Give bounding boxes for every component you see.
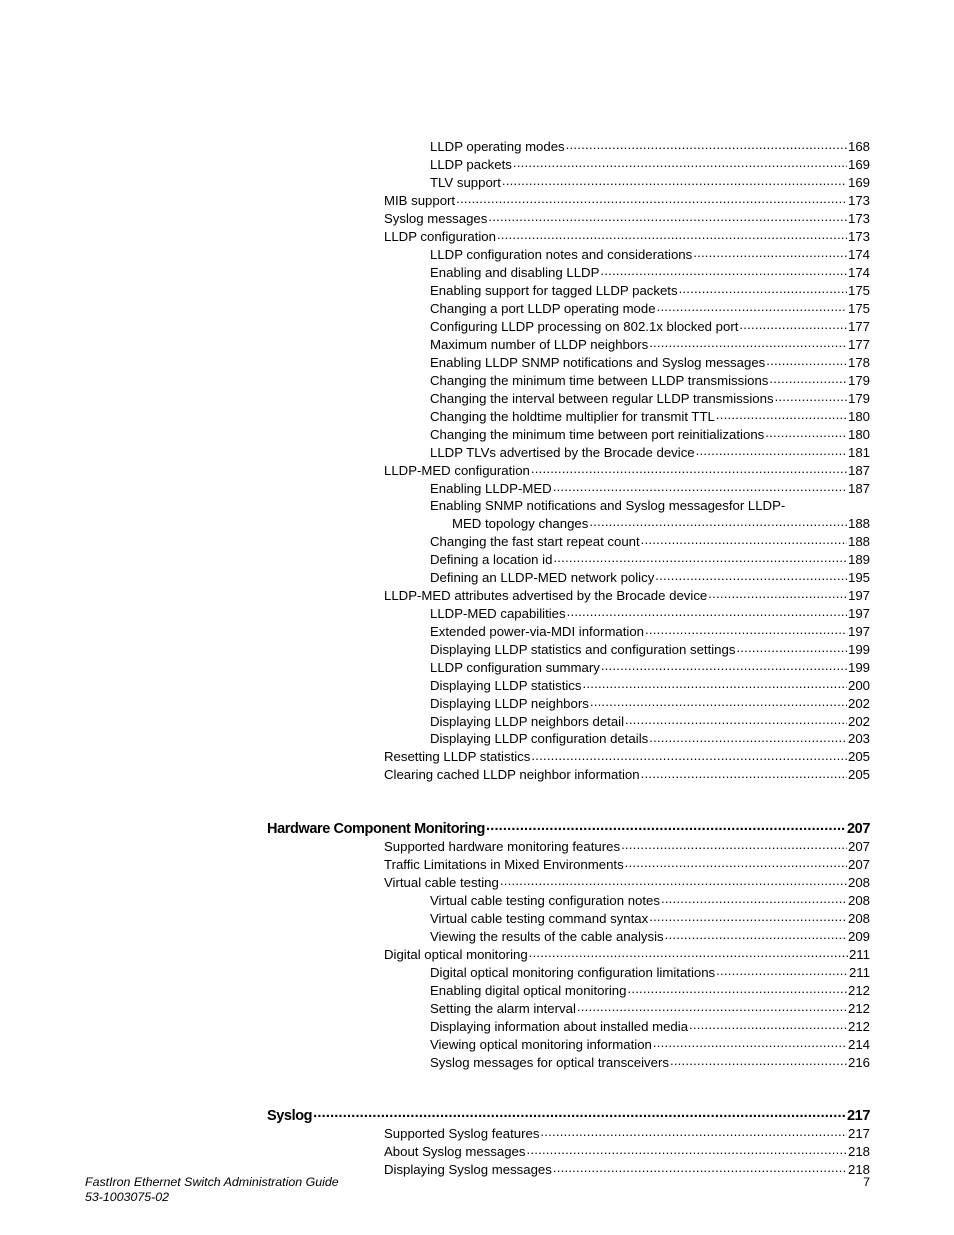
dot-leader (649, 336, 847, 349)
toc-entry-title: LLDP operating modes (430, 139, 565, 155)
dot-leader (553, 1161, 847, 1174)
footer-page-number: 7 (863, 1175, 870, 1189)
toc-entry-page-number: 218 (847, 1162, 870, 1178)
toc-entry[interactable] (430, 174, 870, 192)
toc-entry-title: Supported Syslog features (384, 1126, 540, 1142)
toc-entry-page-number: 217 (847, 1108, 870, 1125)
dot-leader (645, 622, 847, 635)
toc-entry[interactable] (430, 1054, 870, 1072)
toc-entry-title: Displaying LLDP statistics (430, 677, 582, 693)
toc-entry-title: Setting the alarm interval (430, 1000, 576, 1016)
toc-entry-page-number: 197 (847, 605, 870, 621)
toc-entry-page-number: 175 (847, 301, 870, 317)
toc-entry-title: LLDP packets (430, 157, 512, 173)
dot-leader (531, 748, 847, 761)
dot-leader (531, 462, 847, 475)
toc-entry-page-number: 189 (847, 551, 870, 567)
toc-entry-page-number: 173 (847, 211, 870, 227)
toc-entry-page-number: 208 (847, 910, 870, 926)
toc-entry-title: LLDP configuration summary (430, 659, 600, 675)
toc-entry-page-number: 178 (847, 355, 870, 370)
toc-entry[interactable] (384, 874, 870, 892)
toc-entry-title: Virtual cable testing command syntax (430, 910, 649, 926)
toc-entry-title: TLV support (430, 175, 501, 191)
toc-entry[interactable] (430, 1036, 870, 1054)
toc-entry-page-number: 181 (847, 444, 870, 460)
toc-entry[interactable] (430, 390, 870, 408)
toc-entry-title: Virtual cable testing (384, 874, 499, 890)
toc-entry[interactable] (430, 910, 870, 928)
toc-entry[interactable] (430, 354, 870, 372)
toc-entry-title: LLDP-MED configuration (384, 462, 530, 478)
toc-entry-page-number: 211 (848, 946, 870, 962)
toc-entry[interactable] (384, 766, 870, 784)
toc-entry[interactable] (430, 318, 870, 336)
dot-leader (657, 300, 847, 313)
dot-leader (641, 532, 847, 545)
toc-entry-title: Syslog (267, 1108, 313, 1125)
dot-leader (716, 408, 847, 421)
toc-entry-title: Enabling LLDP SNMP notifications and Syslog messages (430, 355, 766, 370)
toc-entry-title: Displaying LLDP statistics and configuration settings (430, 641, 736, 657)
toc-entry-title: Defining an LLDP-MED network policy (430, 569, 655, 585)
toc-entry[interactable] (430, 246, 870, 264)
toc-entry[interactable] (430, 658, 870, 676)
dot-leader (627, 982, 847, 995)
toc-entry-title: Displaying LLDP neighbors detail (430, 713, 625, 729)
toc-entry-title: Changing the fast start repeat count (430, 533, 640, 549)
toc-entry-page-number: 195 (847, 569, 870, 585)
dot-leader (621, 838, 847, 851)
toc-entry-page-number: 177 (847, 319, 870, 335)
toc-entry-title: Enabling SNMP notifications and Syslog messagesfor LLDP- (430, 497, 786, 513)
dot-leader (566, 138, 847, 151)
toc-entry-title: Syslog messages for optical transceivers (430, 1054, 669, 1070)
toc-entry-page-number: 216 (847, 1054, 870, 1070)
dot-leader (625, 856, 847, 869)
toc-entry[interactable] (430, 928, 870, 946)
toc-entry[interactable] (430, 426, 870, 444)
toc-entry-page-number: 205 (847, 749, 870, 765)
toc-entry-page-number: 180 (847, 408, 870, 424)
toc-entry-title: LLDP-MED attributes advertised by the Brocade device (384, 587, 708, 603)
toc-entry[interactable] (430, 480, 870, 498)
toc-entry[interactable] (384, 192, 870, 210)
page-footer (85, 1175, 870, 1205)
toc-entry[interactable] (430, 622, 870, 640)
toc-entry-title: Displaying LLDP neighbors (430, 695, 589, 711)
toc-entry-title: MED topology changes (452, 515, 589, 531)
dot-leader (567, 604, 847, 617)
dot-leader (689, 1018, 847, 1031)
dot-leader (497, 228, 847, 241)
toc-entry-title: Configuring LLDP processing on 802.1x blocked port (430, 319, 739, 335)
dot-leader (661, 892, 847, 905)
dot-leader (649, 910, 847, 923)
dot-leader (577, 1000, 847, 1013)
toc-entry-page-number: 168 (847, 139, 870, 155)
toc-entry-title: Enabling digital optical monitoring (430, 982, 627, 998)
toc-entry-page-number: 199 (847, 659, 870, 675)
toc-entry[interactable] (430, 300, 870, 318)
toc-entry[interactable] (430, 964, 870, 982)
toc-chapter-entry[interactable] (267, 1106, 870, 1126)
toc-entry-title: Virtual cable testing configuration notes (430, 892, 660, 908)
toc-entry[interactable] (430, 982, 870, 1000)
toc-entry-title: Changing a port LLDP operating mode (430, 301, 656, 317)
toc-entry-page-number: 187 (847, 462, 870, 478)
dot-leader (526, 1143, 847, 1156)
toc-entry[interactable] (430, 372, 870, 390)
toc-entry-page-number: 200 (847, 677, 870, 693)
toc-entry[interactable] (430, 156, 870, 174)
toc-entry-title: Digital optical monitoring configuration limitations (430, 964, 716, 980)
toc-entry-title: Displaying information about installed media (430, 1018, 689, 1034)
dot-leader (716, 964, 848, 977)
footer-doc-title: FastIron Ethernet Switch Administration Guide (85, 1175, 339, 1189)
toc-entry-title: LLDP TLVs advertised by the Brocade device (430, 444, 695, 460)
toc-entry-page-number: 207 (847, 856, 870, 872)
toc-entry-title: Viewing the results of the cable analysis (430, 928, 664, 944)
toc-entry-title: Defining a location id (430, 551, 553, 567)
toc-entry[interactable] (430, 532, 870, 550)
dot-leader (665, 928, 847, 941)
toc-entry-title: Changing the minimum time between LLDP transmissions (430, 372, 769, 388)
footer-doc-number: 53-1003075-02 (85, 1190, 170, 1204)
toc-entry[interactable] (384, 1143, 870, 1161)
dot-leader (679, 282, 847, 295)
toc-entry-title: Syslog messages (384, 211, 488, 227)
toc-entry-title: Changing the interval between regular LLDP transmissions (430, 390, 774, 406)
toc-entry-title: Viewing optical monitoring information (430, 1036, 652, 1052)
toc-entry-title: Enabling and disabling LLDP (430, 265, 600, 281)
toc-entry-page-number: 199 (847, 641, 870, 657)
dot-leader (502, 174, 847, 187)
toc-entry-title: Hardware Component Monitoring (267, 820, 485, 837)
dot-leader (739, 318, 847, 331)
toc-entry[interactable] (430, 498, 870, 515)
toc-entry-page-number: 208 (847, 874, 870, 890)
toc-entry-page-number: 197 (847, 623, 870, 639)
toc-entry[interactable] (430, 712, 870, 730)
toc-entry[interactable] (430, 264, 870, 282)
dot-leader (488, 210, 847, 223)
toc-entry-title: Displaying LLDP configuration details (430, 731, 649, 747)
toc-entry-title: LLDP configuration (384, 229, 496, 245)
toc-entry-page-number: 173 (847, 193, 870, 209)
toc-entry-title: LLDP-MED capabilities (430, 605, 566, 621)
dot-leader (513, 156, 847, 169)
toc-entry-page-number: 202 (847, 695, 870, 711)
dot-leader (693, 246, 847, 259)
toc-entry[interactable] (430, 336, 870, 354)
toc-entry[interactable] (430, 568, 870, 586)
toc-entry-page-number: 205 (847, 767, 870, 783)
dot-leader (486, 818, 846, 833)
dot-leader (708, 586, 847, 599)
toc-entry[interactable] (430, 282, 870, 300)
toc-entry-title: About Syslog messages (384, 1144, 526, 1160)
chapter-spacer (0, 784, 954, 818)
dot-leader (766, 354, 847, 367)
toc-entry[interactable] (384, 228, 870, 246)
toc-entry[interactable] (430, 444, 870, 462)
toc-entry-title: MIB support (384, 193, 456, 209)
toc-entry-page-number: 203 (847, 731, 870, 747)
toc-entry[interactable] (430, 604, 870, 622)
dot-leader (582, 676, 847, 689)
chapter-spacer (0, 1072, 954, 1106)
toc-entry-page-number: 217 (847, 1126, 870, 1142)
toc-entry-page-number: 214 (847, 1036, 870, 1052)
toc-entry-title: Supported hardware monitoring features (384, 838, 621, 854)
toc-entry-page-number: 169 (847, 157, 870, 173)
dot-leader (313, 1106, 846, 1121)
toc-entry[interactable] (384, 748, 870, 766)
toc-entry[interactable] (430, 550, 870, 568)
toc-entry-title: Digital optical monitoring (384, 946, 528, 962)
toc-entry-page-number: 188 (847, 533, 870, 549)
toc-entry-title: Changing the minimum time between port reinitializations (430, 426, 765, 442)
dot-leader (540, 1125, 847, 1138)
dot-leader (775, 390, 847, 403)
toc-entry-page-number: 174 (847, 265, 870, 281)
toc-entry-title: Enabling support for tagged LLDP packets (430, 283, 678, 299)
toc-entry-page-number: 187 (847, 480, 870, 496)
toc-entry-page-number: 174 (847, 247, 870, 263)
toc-entry-page-number: 197 (847, 587, 870, 603)
dot-leader (589, 514, 847, 527)
toc-entry[interactable] (430, 892, 870, 910)
toc-entry-page-number: 212 (847, 1018, 870, 1034)
dot-leader (670, 1054, 847, 1067)
toc-entry-page-number: 212 (847, 982, 870, 998)
toc-entry-page-number: 209 (847, 928, 870, 944)
toc-entry-title: Maximum number of LLDP neighbors (430, 337, 649, 353)
dot-leader (649, 730, 847, 743)
toc-entry[interactable] (384, 586, 870, 604)
toc-chapter-entry[interactable] (267, 818, 870, 838)
dot-leader (625, 712, 847, 725)
toc-entry[interactable] (430, 1000, 870, 1018)
toc-entry[interactable] (384, 462, 870, 480)
toc-entry-page-number: 202 (847, 713, 870, 729)
toc-entry-page-number: 188 (847, 515, 870, 531)
dot-leader (553, 550, 847, 563)
toc-entry-page-number: 180 (847, 426, 870, 442)
toc-entry-page-number: 207 (847, 838, 870, 854)
toc-entry[interactable] (384, 1125, 870, 1143)
toc-entry[interactable] (430, 730, 870, 748)
dot-leader (500, 874, 847, 887)
toc-entry-page-number: 179 (847, 390, 870, 406)
dot-leader (641, 766, 847, 779)
toc-entry-title: Extended power-via-MDI information (430, 623, 645, 639)
dot-leader (601, 658, 847, 671)
toc-entry-title: Clearing cached LLDP neighbor information (384, 767, 640, 783)
dot-leader (765, 426, 847, 439)
toc-entry[interactable] (384, 838, 870, 856)
toc-entry-page-number: 173 (847, 229, 870, 245)
toc-entry-title: LLDP configuration notes and considerations (430, 247, 693, 263)
toc-entry-page-number: 207 (847, 820, 870, 837)
toc-entry[interactable] (430, 640, 870, 658)
toc-entry-page-number: 179 (847, 372, 870, 388)
toc-entry-page-number: 177 (847, 337, 870, 353)
dot-leader (600, 264, 847, 277)
table-of-contents (0, 138, 954, 1179)
dot-leader (456, 192, 847, 205)
dot-leader (590, 694, 847, 707)
dot-leader (696, 444, 847, 457)
toc-entry[interactable] (430, 676, 870, 694)
toc-entry-title: Traffic Limitations in Mixed Environments (384, 856, 624, 872)
dot-leader (529, 946, 848, 959)
dot-leader (736, 640, 847, 653)
toc-entry-title: Displaying Syslog messages (384, 1162, 552, 1178)
toc-entry-page-number: 169 (847, 175, 870, 191)
toc-entry[interactable] (452, 514, 870, 532)
toc-entry[interactable] (384, 856, 870, 874)
toc-entry-page-number: 211 (848, 964, 870, 980)
toc-entry[interactable] (384, 946, 870, 964)
toc-entry-page-number: 175 (847, 283, 870, 299)
toc-entry[interactable] (384, 210, 870, 228)
toc-entry-title: Resetting LLDP statistics (384, 749, 531, 765)
toc-entry[interactable] (430, 694, 870, 712)
dot-leader (655, 568, 847, 581)
toc-entry[interactable] (430, 1018, 870, 1036)
toc-entry-title: Enabling LLDP-MED (430, 480, 552, 496)
toc-entry-page-number: 218 (847, 1144, 870, 1160)
toc-entry[interactable] (430, 138, 870, 156)
toc-entry-page-number: 212 (847, 1000, 870, 1016)
toc-entry-page-number: 208 (847, 892, 870, 908)
toc-entry-title: Changing the holdtime multiplier for transmit TTL (430, 408, 715, 424)
dot-leader (553, 480, 847, 493)
toc-entry[interactable] (430, 408, 870, 426)
dot-leader (653, 1036, 847, 1049)
dot-leader (769, 372, 847, 385)
